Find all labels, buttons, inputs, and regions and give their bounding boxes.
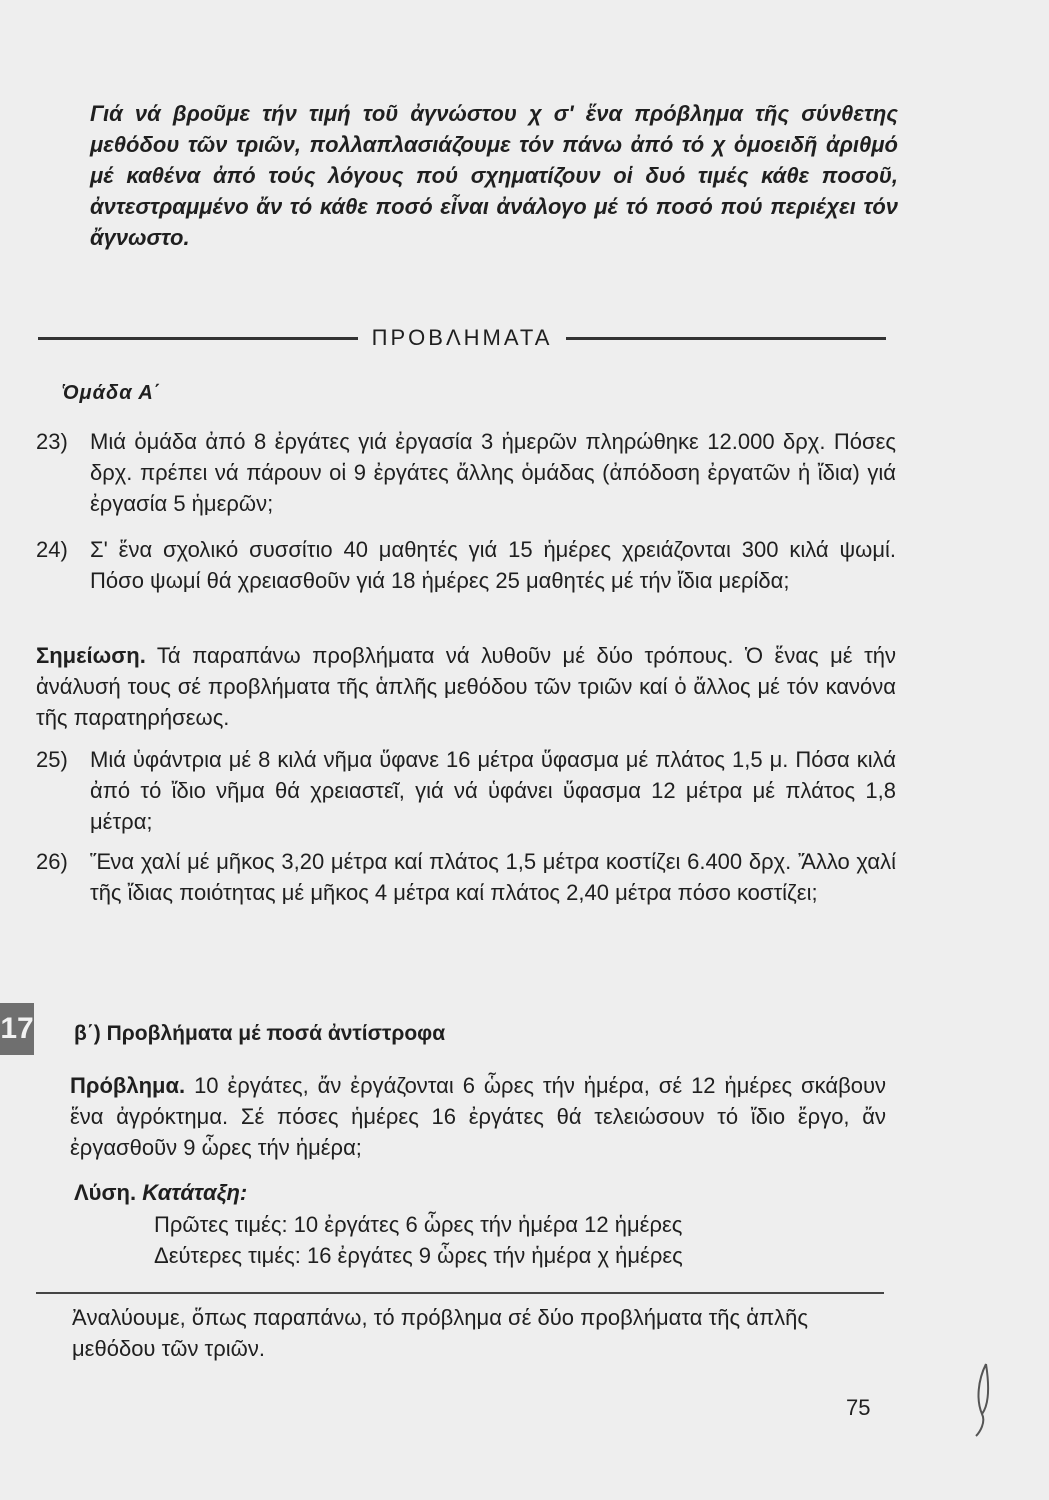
problem-26 — [36, 846, 896, 908]
note-paragraph — [36, 640, 896, 733]
problem-text: Σ' ἕνα σχολικό συσσίτιο 40 μαθητές γιά 15 ἡμέρες χρειάζονται 300 κιλά ψωμί. Πόσο ψωμί θά χρειασθοῦν γιά 18 ἡμέρες 25 μαθητές μέ τήν ἴδια μερίδα; — [90, 537, 896, 593]
intro-rule-text: Γιά νά βροῦμε τήν τιμή τοῦ ἀγνώστου χ σ' ἕνα πρόβλημα τῆς σύνθετης μεθόδου τῶν τριῶν, πολλαπλασιάζουμε τόν πάνω ἀπό τό χ ὁμοειδῆ ἀριθμό μέ καθένα ἀπό τούς λόγους πού σχηματίζουν οἱ δυό τιμές κάθε ποσοῦ, ἀντεστραμμένο ἄν τό κάθε ποσό εἶναι ἀνάλογο μέ τό ποσό πού περιέχει τόν ἄγνωστο. — [90, 101, 898, 250]
bottom-rule — [36, 1292, 884, 1294]
problem-text: Ἕνα χαλί μέ μῆκος 3,20 μέτρα καί πλάτος 1,5 μέτρα κοστίζει 6.400 δρχ. Ἄλλο χαλί τῆς ἴδιας ποιότητας μέ μῆκος 4 μέτρα καί πλάτος 2,40 μέτρα πόσο κοστίζει; — [90, 849, 896, 905]
sample-problem — [70, 1070, 886, 1163]
heading-rule-right — [566, 337, 886, 340]
problem-23 — [36, 426, 896, 519]
conclusion-text: Ἀναλύουμε, ὅπως παραπάνω, τό πρόβλημα σέ δύο προβλήματα τῆς ἁπλῆς μεθόδου τῶν τριῶν. — [72, 1305, 808, 1361]
problem-number: 23) — [36, 429, 68, 454]
problem-text: Μιά ὑφάντρια μέ 8 κιλά νῆμα ὕφανε 16 μέτρα ὕφασμα μέ πλάτος 1,5 μ. Πόσα κιλά ἀπό τό ἴδιο νῆμα θά χρειαστεῖ, γιά νά ὑφάνει ὕφασμα 12 μέτρα μέ πλάτος 1,8 μέτρα; — [90, 747, 896, 834]
problem-text: Μιά ὁμάδα ἀπό 8 ἐργάτες γιά ἐργασία 3 ἡμερῶν πληρώθηκε 12.000 δρχ. Πόσες δρχ. πρέπει νά πάρουν οἱ 9 ἐργάτες ἄλλης ὁμάδας (ἀπόδοση ἐργατῶν ἡ ἴδια) γιά ἐργασία 5 ἡμερῶν; — [90, 429, 896, 516]
solution-heading — [74, 1180, 247, 1206]
group-label: Ὁμάδα Α΄ — [62, 382, 162, 404]
section-b-title: β΄) Προβλήματα μέ ποσά ἀντίστροφα — [74, 1022, 446, 1045]
note-label: Σημείωση. — [36, 643, 146, 668]
section-heading: ΠΡΟΒΛΗΜΑΤΑ — [371, 325, 553, 350]
first-values-line: Πρῶτες τιμές: 10 ἐργάτες 6 ὧρες τήν ἡμέρα 12 ἡμέρες — [154, 1212, 683, 1237]
problem-25 — [36, 744, 896, 837]
sample-problem-text: 10 ἐργάτες, ἄν ἐργάζονται 6 ὧρες τήν ἡμέρα, σέ 12 ἡμέρες σκάβουν ἕνα ἀγρόκτημα. Σέ πόσες ἡμέρες 16 ἐργάτες θά τελειώσουν τό ἴδιο ἔργο, ἄν ἐργασθοῦν 9 ὧρες τήν ἡμέρα; — [70, 1073, 886, 1160]
note-text: Τά παραπάνω προβλήματα νά λυθοῦν μέ δύο τρόπους. Ὁ ἕνας μέ τήν ἀνάλυσή τους σέ προβλήματα τῆς ἁπλῆς μεθόδου τῶν τριῶν καί ὁ ἄλλος μέ τόν κανόνα τῆς παρατηρήσεως. — [36, 643, 896, 730]
problem-number: 25) — [36, 747, 68, 772]
second-values-line: Δεύτερες τιμές: 16 ἐργάτες 9 ὧρες τήν ἡμέρα χ ἡμέρες — [154, 1243, 683, 1268]
arrangement-label: Κατάταξη: — [142, 1180, 248, 1205]
chapter-margin-tab: 17 — [0, 1003, 34, 1055]
problem-24 — [36, 534, 896, 596]
problem-number: 26) — [36, 849, 68, 874]
pencil-mark-icon — [968, 1360, 998, 1440]
heading-rule-left — [38, 337, 358, 340]
section-heading-row — [38, 318, 886, 358]
sample-problem-label: Πρόβλημα. — [70, 1073, 186, 1098]
problem-number: 24) — [36, 537, 68, 562]
page-number: 75 — [846, 1395, 871, 1420]
solution-label: Λύση. — [74, 1180, 137, 1205]
